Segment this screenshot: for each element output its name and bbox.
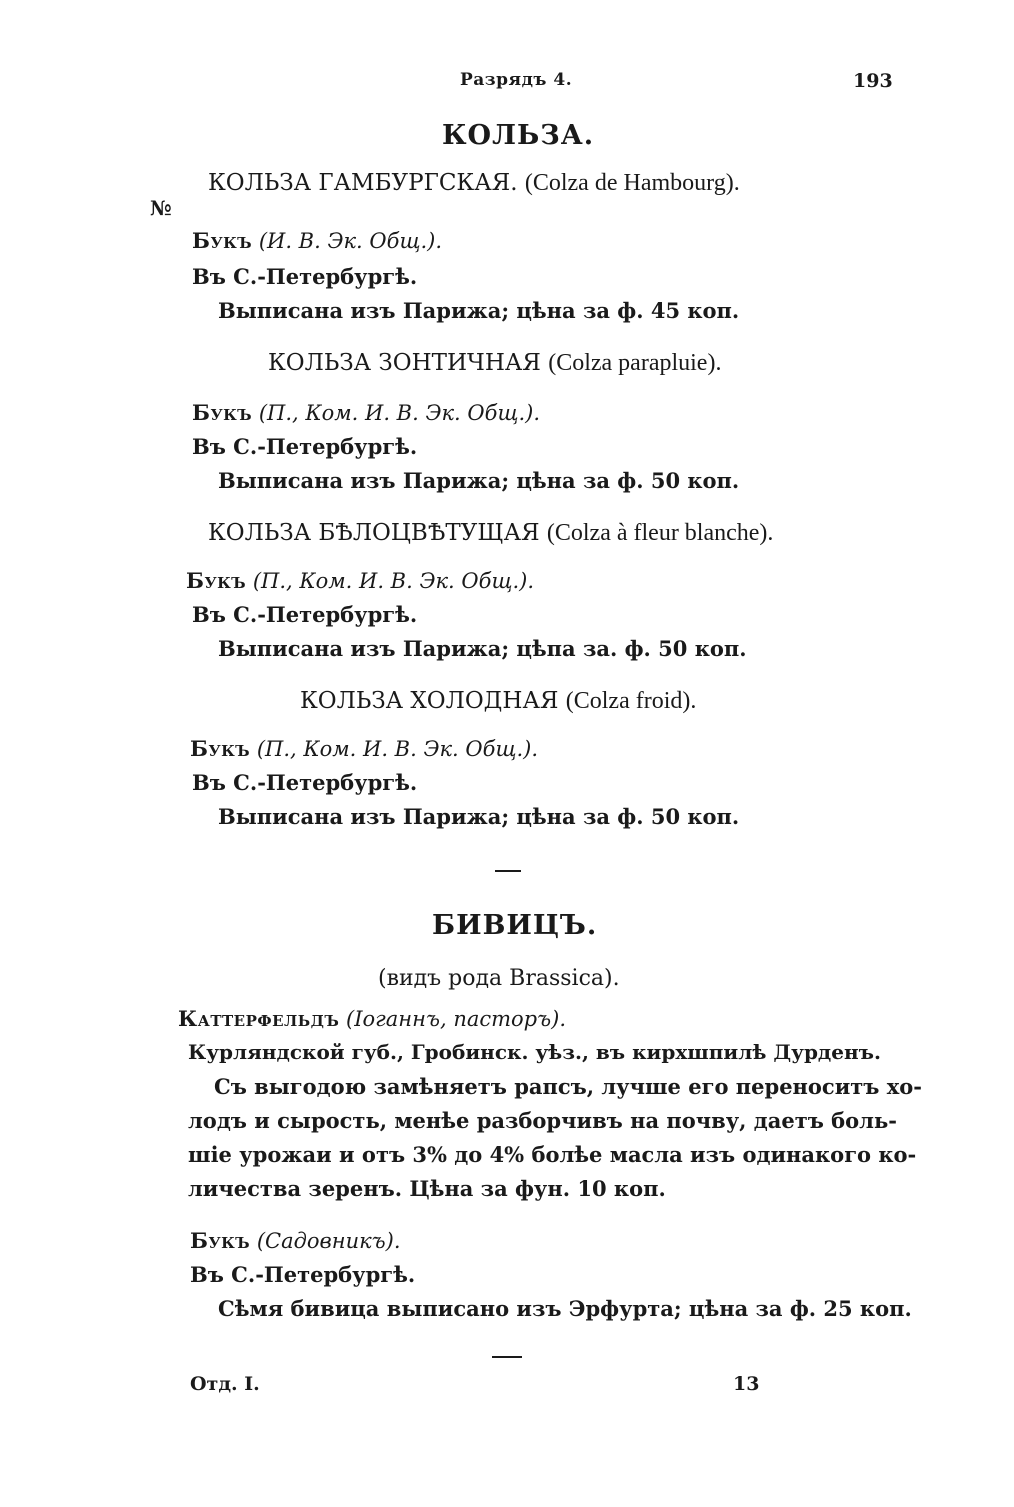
variety-title-latin: (Colza parapluie). (548, 350, 722, 376)
exhibitor-line (190, 736, 538, 761)
exhibitor-affiliation: (Іоганнъ, пасторъ). (346, 1007, 566, 1031)
page-number: 193 (853, 70, 893, 92)
note-line: личества зеренъ. Цѣна за фун. 10 коп. (188, 1176, 666, 1201)
location-line: Въ С.-Петербургѣ. (192, 602, 418, 627)
section-title-kolza: КОЛЬЗА. (442, 120, 595, 151)
exhibitor-affiliation: (П., Ком. И. В. Эк. Общ.). (258, 401, 541, 425)
exhibitor-name: Каттерфельдъ (178, 1006, 340, 1031)
variety-title-latin: (Colza froid). (565, 688, 697, 714)
description-line: Выписана изъ Парижа; цѣна за ф. 45 коп. (218, 298, 740, 323)
exhibitor-name: Букъ (192, 400, 253, 425)
variety-title-ru: КОЛЬЗА ХОЛОДНАЯ (300, 688, 559, 714)
section-subtitle: (видъ рода Brassica). (378, 966, 620, 991)
variety-title-latin: (Colza de Hambourg). (524, 170, 740, 196)
variety-title (208, 170, 740, 197)
variety-title (300, 688, 696, 715)
exhibitor-affiliation: (П., Ком. И. В. Эк. Общ.). (256, 737, 539, 761)
location-line: Въ С.-Петербургѣ. (190, 1262, 416, 1287)
variety-title (208, 520, 773, 547)
footer-sheet-number: 13 (733, 1373, 760, 1395)
exhibitor-name: Букъ (186, 568, 247, 593)
variety-title-ru: КОЛЬЗА БѢЛОЦВѢТУЩАЯ (208, 520, 540, 546)
exhibitor-name: Букъ (192, 228, 253, 253)
exhibitor-affiliation: (Садовникъ). (256, 1229, 401, 1253)
section-divider (495, 870, 521, 872)
variety-title (268, 350, 721, 377)
exhibitor-affiliation: (И. В. Эк. Общ.). (258, 229, 443, 253)
exhibitor-line (190, 1228, 401, 1253)
exhibitor-name: Букъ (190, 1228, 251, 1253)
location-line: Въ С.-Петербургѣ. (192, 434, 418, 459)
description-line: Сѣмя бивица выписано изъ Эрфурта; цѣна за ф. 25 коп. (218, 1296, 912, 1321)
note-line: Съ выгодою замѣняетъ рапсъ, лучше его переноситъ хо- (214, 1074, 922, 1099)
location-line: Въ С.-Петербургѣ. (192, 770, 418, 795)
location-line: Курляндской губ., Гробинск. уѣз., въ кирхшпилѣ Дурденъ. (188, 1040, 881, 1064)
description-line: Выписана изъ Парижа; цѣна за ф. 50 коп. (218, 468, 740, 493)
section-divider (492, 1356, 522, 1358)
exhibitor-name: Букъ (190, 736, 251, 761)
location-line: Въ С.-Петербургѣ. (192, 264, 418, 289)
running-head: Разрядъ 4. (460, 70, 573, 90)
variety-title-latin: (Colza à fleur blanche). (546, 520, 774, 546)
exhibitor-line (192, 228, 442, 253)
note-line: шіе урожаи и отъ 3% до 4% болѣе масла изъ одинакого ко- (188, 1142, 917, 1167)
variety-title-ru: КОЛЬЗА ГАМБУРГСКАЯ. (208, 170, 518, 196)
exhibitor-line (178, 1006, 566, 1031)
footer-signature: Отд. I. (190, 1373, 260, 1395)
number-sign: № (150, 196, 172, 220)
exhibitor-affiliation: (П., Ком. И. В. Эк. Общ.). (252, 569, 535, 593)
description-line: Выписана изъ Парижа; цѣпа за. ф. 50 коп. (218, 636, 747, 661)
description-line: Выписана изъ Парижа; цѣна за ф. 50 коп. (218, 804, 740, 829)
exhibitor-line (192, 400, 540, 425)
note-line: лодъ и сырость, менѣе разборчивъ на почву, даетъ боль- (188, 1108, 897, 1133)
variety-title-ru: КОЛЬЗА ЗОНТИЧНАЯ (268, 350, 541, 376)
section-title-biwitz: БИВИЦЪ. (432, 910, 598, 941)
exhibitor-line (186, 568, 534, 593)
